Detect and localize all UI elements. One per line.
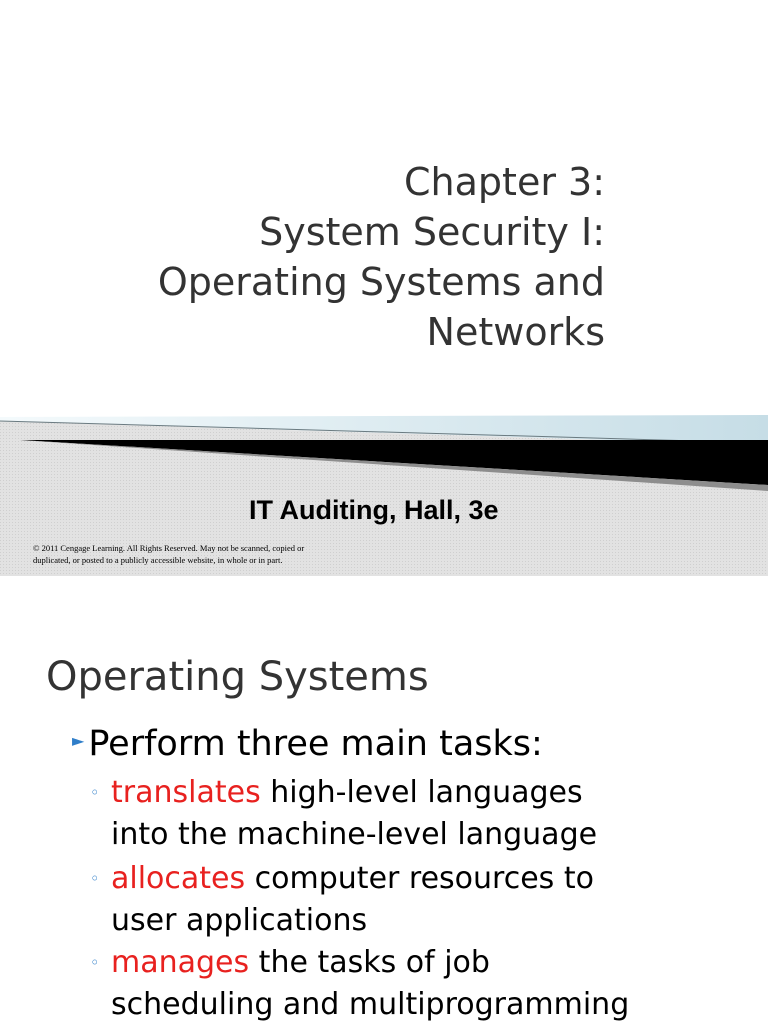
sub-bullet-text: high-level languages (260, 775, 583, 810)
ring-bullet-icon: ◦ (90, 869, 100, 888)
slide-title (158, 157, 605, 357)
title-line: Networks (426, 310, 605, 354)
keyword: translates (111, 775, 261, 810)
sub-bullet-text: user applications (111, 903, 368, 938)
sub-bullet-text: computer resources to (245, 861, 594, 896)
subtitle: IT Auditing, Hall, 3e (249, 495, 499, 525)
copyright-line: duplicated, or posted to a publicly accessible website, in whole or in part. (33, 555, 283, 565)
sub-bullet-item (90, 858, 768, 942)
bullet-text: Perform three main tasks: (88, 724, 543, 764)
content-slide (0, 586, 768, 1024)
triangle-bullet-icon: ► (72, 731, 85, 750)
sub-bullet-text: the tasks of job (249, 945, 490, 980)
sub-bullet-item (90, 942, 768, 1024)
title-line: Chapter 3: (404, 160, 605, 204)
bullet-item (72, 724, 543, 764)
ring-bullet-icon: ◦ (90, 953, 100, 972)
sub-bullet-text: into the machine-level language (111, 817, 598, 852)
slide-heading: Operating Systems (46, 654, 429, 700)
title-line: System Security I: (259, 210, 605, 254)
slide-gap (0, 576, 768, 586)
keyword: manages (111, 945, 250, 980)
keyword: allocates (111, 861, 246, 896)
title-line: Operating Systems and (157, 260, 605, 304)
copyright-notice (33, 542, 413, 566)
ring-bullet-icon: ◦ (90, 783, 100, 802)
sub-bullet-text: scheduling and multiprogramming (111, 987, 630, 1022)
sub-bullet-item (90, 772, 768, 856)
copyright-line: © 2011 Cengage Learning. All Rights Reserved. May not be scanned, copied or (33, 543, 305, 553)
